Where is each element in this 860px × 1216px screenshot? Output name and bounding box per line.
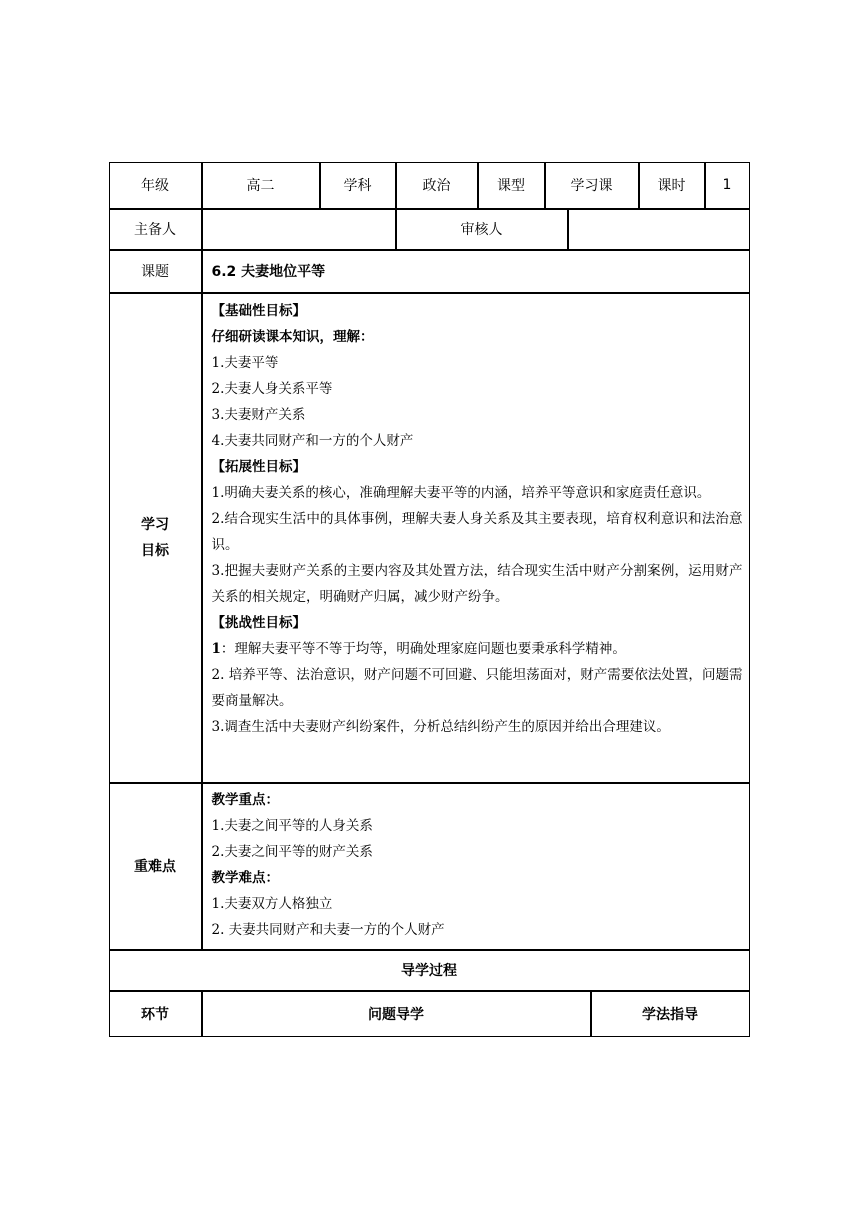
extended-heading: 【拓展性目标】 xyxy=(211,458,306,475)
challenge-item-text: ：理解夫妻平等不等于均等，明确处理家庭问题也要秉承科学精神。 xyxy=(220,640,626,657)
challenge-item: 2. 培养平等、法治意识，财产问题不可回避、只能坦荡面对，财产需要依法处置，问题需要商量解决。 xyxy=(211,666,743,709)
topic-value: 6.2 夫妻地位平等 xyxy=(202,250,750,293)
difficulty-heading: 教学难点： xyxy=(211,869,279,886)
process-title: 导学过程 xyxy=(109,950,750,991)
stage-header: 环节 xyxy=(109,991,202,1037)
extended-item: 3.把握夫妻财产关系的主要内容及其处置方法，结合现实生活中财产分割案例，运用财产关系的相关规定，明确财产归属，减少财产纷争。 xyxy=(211,562,743,605)
extended-item: 2.结合现实生活中的具体事例，理解夫妻人身关系及其主要表现，培育权利意识和法治意识。 xyxy=(211,510,743,553)
method-header: 学法指导 xyxy=(591,991,750,1037)
key-points-label: 重难点 xyxy=(109,783,202,950)
basic-intro: 仔细研读课本知识，理解： xyxy=(211,328,374,345)
subject-value: 政治 xyxy=(396,162,478,209)
objectives-label-line1: 学习 xyxy=(141,516,169,533)
type-value: 学习课 xyxy=(545,162,639,209)
challenge-item: 3.调查生活中夫妻财产纠纷案件，分析总结纠纷产生的原因并给出合理建议。 xyxy=(211,718,670,735)
focus-item: 2.夫妻之间平等的财产关系 xyxy=(211,843,373,860)
hours-value: 1 xyxy=(705,162,750,209)
focus-item: 1.夫妻之间平等的人身关系 xyxy=(211,817,373,834)
basic-heading: 【基础性目标】 xyxy=(211,302,306,319)
grade-label: 年级 xyxy=(109,162,202,209)
preparer-value xyxy=(202,209,396,250)
grade-value: 高二 xyxy=(202,162,320,209)
focus-heading: 教学重点： xyxy=(211,791,279,808)
challenge-heading: 【挑战性目标】 xyxy=(211,614,306,631)
objectives-label-line2: 目标 xyxy=(141,542,169,559)
type-label: 课型 xyxy=(478,162,545,209)
difficulty-item: 2. 夫妻共同财产和夫妻一方的个人财产 xyxy=(211,921,445,938)
objectives-content xyxy=(202,293,750,783)
reviewer-value xyxy=(568,209,750,250)
preparer-label: 主备人 xyxy=(109,209,202,250)
hours-label: 课时 xyxy=(639,162,705,209)
objectives-label xyxy=(109,293,202,783)
guide-header: 问题导学 xyxy=(202,991,591,1037)
key-points-content xyxy=(202,783,750,950)
challenge-item-number: 1 xyxy=(211,640,221,657)
basic-item: 3.夫妻财产关系 xyxy=(211,406,306,423)
challenge-item xyxy=(212,636,743,662)
extended-item: 1.明确夫妻关系的核心，准确理解夫妻平等的内涵，培养平等意识和家庭责任意识。 xyxy=(211,484,711,501)
difficulty-item: 1.夫妻双方人格独立 xyxy=(211,895,333,912)
basic-item: 2.夫妻人身关系平等 xyxy=(211,380,333,397)
basic-item: 1.夫妻平等 xyxy=(211,354,279,371)
topic-label: 课题 xyxy=(109,250,202,293)
reviewer-label: 审核人 xyxy=(396,209,568,250)
basic-item: 4.夫妻共同财产和一方的个人财产 xyxy=(211,432,414,449)
subject-label: 学科 xyxy=(320,162,396,209)
